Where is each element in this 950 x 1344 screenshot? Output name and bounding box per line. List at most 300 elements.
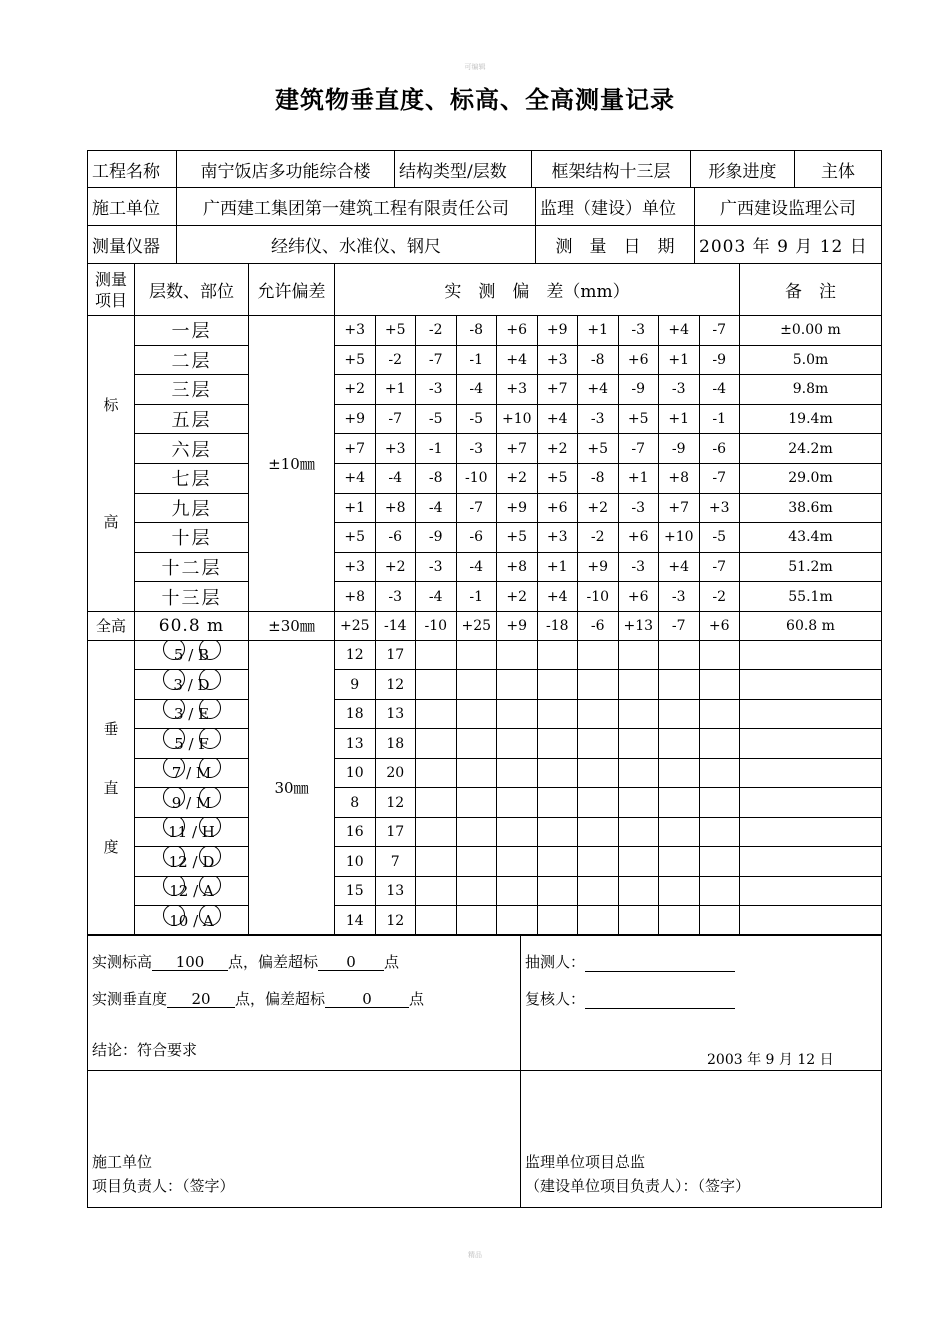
deviation-value: -3 bbox=[416, 375, 457, 405]
deviation-value: +4 bbox=[537, 582, 578, 612]
verticality-row bbox=[88, 758, 882, 788]
axis-circle-icon bbox=[163, 906, 185, 926]
elev-mid: 点，偏差超标 bbox=[228, 953, 319, 971]
verticality-value: 9 bbox=[335, 670, 376, 700]
empty-cell bbox=[699, 906, 740, 936]
empty-cell bbox=[456, 876, 497, 906]
summary-left bbox=[88, 935, 521, 1071]
axis-marker: 3 / D bbox=[157, 672, 227, 698]
deviation-value: +6 bbox=[618, 523, 659, 553]
deviation-value: +1 bbox=[335, 493, 376, 523]
empty-cell bbox=[497, 640, 538, 670]
col-floor: 层数、部位 bbox=[135, 264, 249, 316]
empty-cell bbox=[659, 640, 700, 670]
axis-circle-icon bbox=[199, 906, 221, 926]
verticality-value: 7 bbox=[375, 847, 416, 877]
empty-cell bbox=[578, 876, 619, 906]
verticality-label-2: 直 bbox=[103, 779, 119, 798]
verticality-row bbox=[88, 847, 882, 877]
axis-cell bbox=[135, 847, 249, 877]
verticality-value: 18 bbox=[335, 699, 376, 729]
verticality-value: 20 bbox=[375, 758, 416, 788]
verticality-row bbox=[88, 670, 882, 700]
deviation-value: +25 bbox=[456, 611, 497, 640]
deviation-value: +7 bbox=[659, 493, 700, 523]
deviation-value: -1 bbox=[416, 434, 457, 464]
remark-value: 38.6m bbox=[740, 493, 882, 523]
axis-b: F bbox=[198, 734, 209, 753]
empty-cell bbox=[578, 847, 619, 877]
axis-cell bbox=[135, 817, 249, 847]
measurement-table bbox=[87, 263, 882, 936]
deviation-value: +4 bbox=[335, 463, 376, 493]
verticality-value: 17 bbox=[375, 817, 416, 847]
full-height-label: 全高 bbox=[88, 611, 135, 640]
remark-value: ±0.00 m bbox=[740, 316, 882, 346]
deviation-value: -5 bbox=[416, 404, 457, 434]
deviation-value: +2 bbox=[497, 582, 538, 612]
floor-label: 七层 bbox=[135, 463, 249, 493]
deviation-value: -7 bbox=[375, 404, 416, 434]
empty-cell bbox=[416, 729, 457, 759]
empty-cell bbox=[456, 817, 497, 847]
axis-circle-icon bbox=[163, 876, 185, 896]
verticality-label bbox=[88, 640, 135, 935]
empty-cell bbox=[416, 876, 457, 906]
axis-circle-icon bbox=[163, 699, 185, 719]
empty-cell bbox=[740, 817, 882, 847]
deviation-value: -5 bbox=[699, 523, 740, 553]
reviewer-label: 复核人： bbox=[525, 990, 586, 1008]
deviation-value: +4 bbox=[659, 552, 700, 582]
axis-marker: 7 / M bbox=[157, 760, 227, 786]
verticality-row bbox=[88, 640, 882, 670]
verticality-value: 16 bbox=[335, 817, 376, 847]
deviation-value: +7 bbox=[335, 434, 376, 464]
instrument-value: 经纬仪、水准仪、钢尺 bbox=[177, 226, 536, 264]
empty-cell bbox=[699, 758, 740, 788]
axis-b: M bbox=[195, 793, 212, 812]
remark-value: 19.4m bbox=[740, 404, 882, 434]
header-table-3 bbox=[87, 225, 882, 264]
deviation-value: -3 bbox=[659, 582, 700, 612]
empty-cell bbox=[497, 817, 538, 847]
supervisor-name: 广西建设监理公司 bbox=[695, 188, 882, 226]
deviation-value: -4 bbox=[375, 463, 416, 493]
deviation-value: +9 bbox=[578, 552, 619, 582]
progress-value: 主体 bbox=[795, 151, 882, 188]
deviation-value: +9 bbox=[497, 493, 538, 523]
verticality-value: 14 bbox=[335, 906, 376, 936]
empty-cell bbox=[456, 699, 497, 729]
verticality-label-3: 度 bbox=[103, 838, 119, 857]
elevation-row bbox=[88, 493, 882, 523]
axis-b: M bbox=[195, 764, 212, 783]
summary-date: 2003 年 9 月 12 日 bbox=[707, 1052, 834, 1068]
empty-cell bbox=[618, 817, 659, 847]
deviation-value: -8 bbox=[456, 316, 497, 346]
verticality-value: 18 bbox=[375, 729, 416, 759]
axis-circle-icon bbox=[199, 729, 221, 749]
floor-label: 九层 bbox=[135, 493, 249, 523]
deviation-value: +6 bbox=[497, 316, 538, 346]
verticality-tolerance: 30㎜ bbox=[249, 640, 335, 935]
empty-cell bbox=[497, 729, 538, 759]
empty-cell bbox=[659, 758, 700, 788]
supervisor-label: 监理（建设）单位 bbox=[536, 188, 695, 226]
empty-cell bbox=[497, 758, 538, 788]
axis-a: 5 bbox=[173, 646, 184, 665]
floor-label: 五层 bbox=[135, 404, 249, 434]
deviation-value: +9 bbox=[497, 611, 538, 640]
deviation-value: -9 bbox=[699, 345, 740, 375]
axis-b: B bbox=[198, 646, 210, 665]
empty-cell bbox=[537, 817, 578, 847]
empty-cell bbox=[456, 847, 497, 877]
axis-a: 5 bbox=[174, 734, 184, 753]
empty-cell bbox=[416, 640, 457, 670]
deviation-value: -3 bbox=[618, 552, 659, 582]
deviation-value: +8 bbox=[335, 582, 376, 612]
deviation-value: +3 bbox=[497, 375, 538, 405]
deviation-value: -4 bbox=[699, 375, 740, 405]
empty-cell bbox=[537, 788, 578, 818]
contractor-sign-line1: 施工单位 bbox=[92, 1153, 153, 1171]
axis-marker: 12 / D bbox=[157, 849, 227, 875]
elevation-summary bbox=[92, 951, 399, 972]
verticality-label-1: 垂 bbox=[103, 720, 119, 739]
empty-cell bbox=[416, 847, 457, 877]
floor-label: 十层 bbox=[135, 523, 249, 553]
deviation-value: +10 bbox=[497, 404, 538, 434]
full-height-row bbox=[88, 611, 882, 640]
contractor-sign-line2: 项目负责人：（签字） bbox=[92, 1177, 235, 1195]
page-title: 建筑物垂直度、标高、全高测量记录 bbox=[275, 85, 675, 114]
deviation-value: -7 bbox=[699, 316, 740, 346]
deviation-value: -2 bbox=[416, 316, 457, 346]
axis-circle-icon bbox=[199, 847, 221, 867]
axis-circle-icon bbox=[163, 670, 185, 690]
deviation-value: +25 bbox=[335, 611, 376, 640]
axis-a: 7 bbox=[171, 764, 182, 783]
column-header-row bbox=[88, 264, 882, 316]
verticality-value: 15 bbox=[335, 876, 376, 906]
empty-cell bbox=[416, 906, 457, 936]
floor-label: 二层 bbox=[135, 345, 249, 375]
axis-cell bbox=[135, 906, 249, 936]
empty-cell bbox=[578, 758, 619, 788]
axis-marker: 11 / H bbox=[157, 819, 227, 845]
deviation-value: -4 bbox=[456, 375, 497, 405]
deviation-value: +1 bbox=[659, 345, 700, 375]
header-table bbox=[87, 150, 882, 188]
axis-cell bbox=[135, 699, 249, 729]
deviation-value: +5 bbox=[335, 523, 376, 553]
deviation-value: +8 bbox=[659, 463, 700, 493]
deviation-value: -8 bbox=[578, 463, 619, 493]
elev-points: 100 bbox=[152, 954, 228, 971]
empty-cell bbox=[497, 788, 538, 818]
empty-cell bbox=[618, 788, 659, 818]
empty-cell bbox=[497, 699, 538, 729]
deviation-value: +3 bbox=[537, 523, 578, 553]
axis-marker: 9 / M bbox=[157, 790, 227, 816]
deviation-value: +2 bbox=[335, 375, 376, 405]
deviation-value: +3 bbox=[537, 345, 578, 375]
supervisor-sign-line2: （建设单位项目负责人）：（签字） bbox=[525, 1177, 751, 1195]
axis-marker: 5 / B bbox=[157, 642, 227, 668]
deviation-value: -1 bbox=[699, 404, 740, 434]
empty-cell bbox=[740, 758, 882, 788]
empty-cell bbox=[740, 699, 882, 729]
deviation-value: -3 bbox=[618, 493, 659, 523]
elevation-label-bottom: 高 bbox=[103, 513, 119, 532]
summary-right bbox=[521, 935, 882, 1071]
deviation-value: -9 bbox=[618, 375, 659, 405]
deviation-value: -6 bbox=[456, 523, 497, 553]
verticality-value: 12 bbox=[375, 788, 416, 818]
deviation-value: +3 bbox=[699, 493, 740, 523]
deviation-value: +9 bbox=[335, 404, 376, 434]
axis-a: 12 bbox=[169, 882, 189, 901]
axis-b: H bbox=[201, 823, 215, 842]
deviation-value: +7 bbox=[497, 434, 538, 464]
empty-cell bbox=[740, 729, 882, 759]
deviation-value: +6 bbox=[537, 493, 578, 523]
empty-cell bbox=[537, 876, 578, 906]
deviation-value: -7 bbox=[456, 493, 497, 523]
deviation-value: +6 bbox=[699, 611, 740, 640]
empty-cell bbox=[456, 906, 497, 936]
project-name: 南宁饭店多功能综合楼 bbox=[177, 151, 395, 188]
vert-prefix: 实测垂直度 bbox=[92, 990, 168, 1008]
deviation-value: +3 bbox=[375, 434, 416, 464]
deviation-value: +2 bbox=[537, 434, 578, 464]
verticality-value: 10 bbox=[335, 847, 376, 877]
deviation-value: -3 bbox=[416, 552, 457, 582]
deviation-value: +4 bbox=[578, 375, 619, 405]
empty-cell bbox=[699, 847, 740, 877]
empty-cell bbox=[618, 729, 659, 759]
axis-circle-icon bbox=[163, 788, 185, 808]
structure-label: 结构类型/层数 bbox=[395, 151, 532, 188]
vert-over: 0 bbox=[325, 991, 409, 1008]
axis-marker: 5 / F bbox=[157, 731, 227, 757]
remark-value: 5.0m bbox=[740, 345, 882, 375]
empty-cell bbox=[537, 758, 578, 788]
empty-cell bbox=[699, 817, 740, 847]
deviation-value: -9 bbox=[416, 523, 457, 553]
checker bbox=[525, 951, 735, 972]
deviation-value: -5 bbox=[456, 404, 497, 434]
empty-cell bbox=[618, 758, 659, 788]
floor-label: 三层 bbox=[135, 375, 249, 405]
deviation-value: +13 bbox=[618, 611, 659, 640]
empty-cell bbox=[578, 788, 619, 818]
axis-circle-icon bbox=[199, 788, 221, 808]
empty-cell bbox=[618, 847, 659, 877]
verticality-row bbox=[88, 906, 882, 936]
deviation-value: +5 bbox=[335, 345, 376, 375]
deviation-value: -6 bbox=[578, 611, 619, 640]
verticality-value: 12 bbox=[375, 906, 416, 936]
deviation-value: -6 bbox=[699, 434, 740, 464]
vert-mid: 点，偏差超标 bbox=[235, 990, 326, 1008]
elev-prefix: 实测标高 bbox=[92, 953, 153, 971]
header-table-2 bbox=[87, 187, 882, 226]
remark-value: 43.4m bbox=[740, 523, 882, 553]
axis-cell bbox=[135, 758, 249, 788]
empty-cell bbox=[416, 670, 457, 700]
deviation-value: -7 bbox=[618, 434, 659, 464]
verticality-value: 8 bbox=[335, 788, 376, 818]
empty-cell bbox=[456, 670, 497, 700]
conclusion: 结论：符合要求 bbox=[92, 1041, 198, 1059]
empty-cell bbox=[537, 670, 578, 700]
floor-label: 十三层 bbox=[135, 582, 249, 612]
axis-circle-icon bbox=[199, 758, 221, 778]
empty-cell bbox=[416, 699, 457, 729]
deviation-value: +7 bbox=[537, 375, 578, 405]
deviation-value: +10 bbox=[659, 523, 700, 553]
deviation-value: +2 bbox=[578, 493, 619, 523]
empty-cell bbox=[618, 699, 659, 729]
deviation-value: -9 bbox=[659, 434, 700, 464]
deviation-value: +3 bbox=[335, 316, 376, 346]
deviation-value: -8 bbox=[578, 345, 619, 375]
verticality-row bbox=[88, 876, 882, 906]
axis-a: 3 bbox=[173, 675, 183, 694]
deviation-value: +1 bbox=[537, 552, 578, 582]
remark-value: 29.0m bbox=[740, 463, 882, 493]
deviation-value: +1 bbox=[375, 375, 416, 405]
vert-points: 20 bbox=[167, 991, 235, 1008]
deviation-value: +4 bbox=[497, 345, 538, 375]
deviation-value: -6 bbox=[375, 523, 416, 553]
deviation-value: -4 bbox=[456, 552, 497, 582]
verticality-row bbox=[88, 788, 882, 818]
empty-cell bbox=[456, 788, 497, 818]
summary-table bbox=[87, 934, 882, 1208]
axis-circle-icon bbox=[163, 847, 185, 867]
empty-cell bbox=[537, 640, 578, 670]
deviation-value: +2 bbox=[375, 552, 416, 582]
elevation-row bbox=[88, 434, 882, 464]
axis-cell bbox=[135, 788, 249, 818]
deviation-value: +2 bbox=[497, 463, 538, 493]
empty-cell bbox=[740, 788, 882, 818]
deviation-value: +5 bbox=[375, 316, 416, 346]
empty-cell bbox=[659, 699, 700, 729]
axis-circle-icon bbox=[199, 640, 221, 660]
remark-value: 9.8m bbox=[740, 375, 882, 405]
empty-cell bbox=[537, 729, 578, 759]
elevation-row bbox=[88, 523, 882, 553]
project-label: 工程名称 bbox=[88, 151, 177, 188]
empty-cell bbox=[578, 670, 619, 700]
empty-cell bbox=[618, 670, 659, 700]
remark-value: 51.2m bbox=[740, 552, 882, 582]
deviation-value: -7 bbox=[659, 611, 700, 640]
verticality-value: 13 bbox=[335, 729, 376, 759]
empty-cell bbox=[578, 699, 619, 729]
watermark-bottom: 精品 bbox=[468, 1251, 482, 1259]
empty-cell bbox=[740, 670, 882, 700]
axis-cell bbox=[135, 729, 249, 759]
axis-b: A bbox=[202, 882, 214, 901]
instrument-label: 测量仪器 bbox=[88, 226, 177, 264]
structure-type: 框架结构十三层 bbox=[532, 151, 691, 188]
axis-a: 10 bbox=[169, 911, 189, 930]
verticality-row bbox=[88, 729, 882, 759]
elevation-row bbox=[88, 345, 882, 375]
empty-cell bbox=[659, 788, 700, 818]
axis-b: A bbox=[202, 911, 214, 930]
remark-value: 24.2m bbox=[740, 434, 882, 464]
axis-a: 11 bbox=[168, 823, 188, 842]
axis-circle-icon bbox=[163, 640, 185, 660]
elevation-label-top: 标 bbox=[103, 396, 119, 415]
deviation-value: -18 bbox=[537, 611, 578, 640]
elevation-row bbox=[88, 316, 882, 346]
contractor-name: 广西建工集团第一建筑工程有限责任公司 bbox=[177, 188, 536, 226]
empty-cell bbox=[699, 729, 740, 759]
contractor-signature bbox=[88, 1071, 521, 1208]
supervisor-sign-line1: 监理单位项目总监 bbox=[525, 1153, 646, 1171]
empty-cell bbox=[659, 906, 700, 936]
empty-cell bbox=[740, 640, 882, 670]
empty-cell bbox=[416, 758, 457, 788]
elevation-row bbox=[88, 375, 882, 405]
deviation-value: -4 bbox=[416, 582, 457, 612]
axis-circle-icon bbox=[163, 817, 185, 837]
axis-marker: 3 / E bbox=[157, 701, 227, 727]
deviation-value: -10 bbox=[578, 582, 619, 612]
supervisor-signature bbox=[521, 1071, 882, 1208]
deviation-value: +9 bbox=[537, 316, 578, 346]
empty-cell bbox=[659, 670, 700, 700]
verticality-value: 12 bbox=[335, 640, 376, 670]
floor-label: 一层 bbox=[135, 316, 249, 346]
empty-cell bbox=[456, 640, 497, 670]
empty-cell bbox=[537, 847, 578, 877]
empty-cell bbox=[659, 876, 700, 906]
reviewer-signature-line bbox=[585, 994, 735, 1009]
empty-cell bbox=[618, 640, 659, 670]
deviation-value: -3 bbox=[456, 434, 497, 464]
deviation-value: -3 bbox=[375, 582, 416, 612]
deviation-value: +8 bbox=[497, 552, 538, 582]
verticality-row bbox=[88, 699, 882, 729]
watermark-top: 可编辑 bbox=[464, 63, 486, 71]
reviewer bbox=[525, 988, 735, 1009]
verticality-value: 13 bbox=[375, 699, 416, 729]
axis-cell bbox=[135, 640, 249, 670]
verticality-value: 13 bbox=[375, 876, 416, 906]
floor-label: 十二层 bbox=[135, 552, 249, 582]
verticality-summary bbox=[92, 988, 424, 1009]
axis-b: D bbox=[197, 675, 210, 694]
deviation-value: -10 bbox=[456, 463, 497, 493]
deviation-value: -1 bbox=[456, 345, 497, 375]
empty-cell bbox=[740, 847, 882, 877]
empty-cell bbox=[578, 729, 619, 759]
axis-b: D bbox=[202, 852, 215, 871]
empty-cell bbox=[578, 640, 619, 670]
axis-circle-icon bbox=[199, 817, 221, 837]
full-height-remark: 60.8 m bbox=[740, 611, 882, 640]
deviation-value: -7 bbox=[699, 552, 740, 582]
